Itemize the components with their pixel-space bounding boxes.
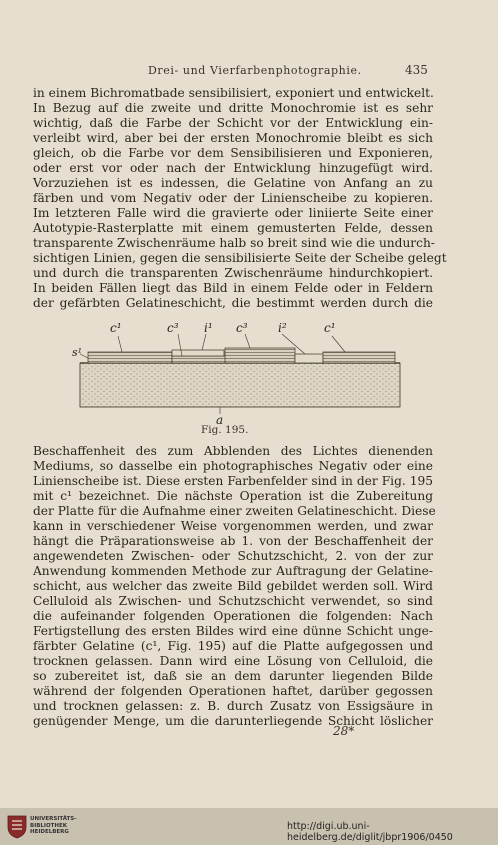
text-line: Celluloid als Zwischen- und Schutzschicht verwendet, so sind <box>33 594 433 608</box>
signature-mark: 28* <box>333 724 355 738</box>
label-c3-left: c³ <box>167 321 179 335</box>
layer-i2 <box>295 354 323 363</box>
text-line: die aufeinander folgenden Operationen die folgenden: Nach <box>33 609 433 623</box>
text-line: schicht, aus welcher das zweite Bild gebildet werden soll. Wird <box>33 579 433 593</box>
text-line: sichtigen Linien, gegen die sensibilisierte Seite der Scheibe gelegt <box>33 251 447 265</box>
label-a: a <box>216 413 224 427</box>
layer-c3-left <box>172 356 230 363</box>
paragraph-top <box>33 86 447 311</box>
text-line: Im letzteren Falle wird die gravierte oder liniierte Seite einer <box>33 206 433 220</box>
text-line: hängt die Präparationsweise ab 1. von der Beschaffenheit der <box>33 534 433 548</box>
text-line: In beiden Fällen liegt das Bild in einem Felde oder in Feldern <box>33 281 433 295</box>
text-line: färbter Gelatine (c¹, Fig. 195) auf die Platte aufgegossen und <box>33 639 433 653</box>
footer-bar <box>0 808 498 845</box>
text-line: der Platte für die Aufnahme einer zweiten Gelatineschicht. Diese <box>33 504 436 518</box>
text-line: und trocknen gelassen: z. B. durch Zusatz von Essigsäure in <box>33 699 433 713</box>
layer-c1-left <box>88 352 172 363</box>
text-line: wichtig, daß die Farbe der Schicht vor der Entwicklung ein- <box>33 116 433 130</box>
text-line: oder erst vor oder nach der Entwicklung hinzugefügt wird. <box>33 161 433 175</box>
text-line: Linienscheibe ist. Diese ersten Farbenfelder sind in der Fig. 195 <box>33 474 433 488</box>
text-line: während der folgenden Operationen haftet, darüber gegossen <box>33 684 433 698</box>
text-line: und durch die transparenten Zwischenräume hindurchkopiert. <box>33 266 433 280</box>
source-url-link[interactable]: http://digi.ub.uni-heidelberg.de/diglit/jbpr1906/0450 <box>287 821 453 843</box>
label-c1-left: c¹ <box>110 321 122 335</box>
text-line: Anwendung kommenden Methode zur Auftragung der Gelatine- <box>33 564 433 578</box>
text-line: transparente Zwischenräume halb so breit sind wie die undurch- <box>33 236 435 250</box>
text-line: Mediums, so dasselbe ein photographisches Negativ oder eine <box>33 459 433 473</box>
text-line: Fertigstellung des ersten Bildes wird eine dünne Schicht unge- <box>33 624 433 638</box>
text-line: angewendeten Zwischen- oder Schutzschicht, 2. von der zur <box>33 549 433 563</box>
label-s1: s¹ <box>72 346 83 359</box>
text-line: verleibt wird, aber bei der ersten Monochromie bleibt es sich <box>33 131 433 145</box>
page-header <box>0 64 498 80</box>
text-line: mit c¹ bezeichnet. Die nächste Operation ist die Zubereitung <box>33 489 433 503</box>
label-i1: i¹ <box>204 321 213 335</box>
text-line: kann in verschiedener Weise vorgenommen werden, und zwar <box>33 519 433 533</box>
layer-i1 <box>172 350 224 356</box>
text-line: genügender Menge, um die darunterliegende Schicht löslicher <box>33 714 433 728</box>
text-line: so zubereitet ist, daß sie an dem darunter liegenden Bilde <box>33 669 433 683</box>
figure-caption: Fig. 195. <box>201 424 249 436</box>
library-name: UNIVERSITÄTS- BIBLIOTHEK HEIDELBERG <box>30 816 77 835</box>
page-number: 435 <box>405 63 428 77</box>
text-line: trocknen gelassen. Dann wird eine Lösung von Celluloid, die <box>33 654 433 668</box>
text-line: Vorzuziehen ist es indessen, die Gelatine von Anfang an zu <box>33 176 433 190</box>
paragraph-bottom <box>33 444 436 729</box>
text-line: der gefärbten Gelatineschicht, die bestimmt werden durch die <box>33 296 433 310</box>
label-c1-right: c¹ <box>324 321 336 335</box>
text-line: in einem Bichromatbade sensibilisiert, exponiert und entwickelt. <box>33 86 434 100</box>
text-line: Beschaffenheit des zum Abblenden des Lichtes dienenden <box>33 444 433 458</box>
plate-base <box>80 363 400 407</box>
running-head: Drei- und Vierfarbenphotographie. <box>148 64 362 77</box>
figure-195-diagram <box>70 318 410 430</box>
university-library-logo-icon <box>6 813 28 839</box>
layer-c3-mid <box>225 348 295 363</box>
layer-c1-right <box>323 352 395 363</box>
label-c3-mid: c³ <box>236 321 248 335</box>
text-line: Autotypie-Rasterplatte mit einem gemusterten Felde, dessen <box>33 221 433 235</box>
text-line: färben und vom Negativ oder der Linienscheibe zu kopieren. <box>33 191 433 205</box>
text-line: gleich, ob die Farbe vor dem Sensibilisieren und Exponieren, <box>33 146 433 160</box>
label-i2: i² <box>278 321 287 335</box>
text-line: In Bezug auf die zweite und dritte Monochromie ist es sehr <box>33 101 433 115</box>
